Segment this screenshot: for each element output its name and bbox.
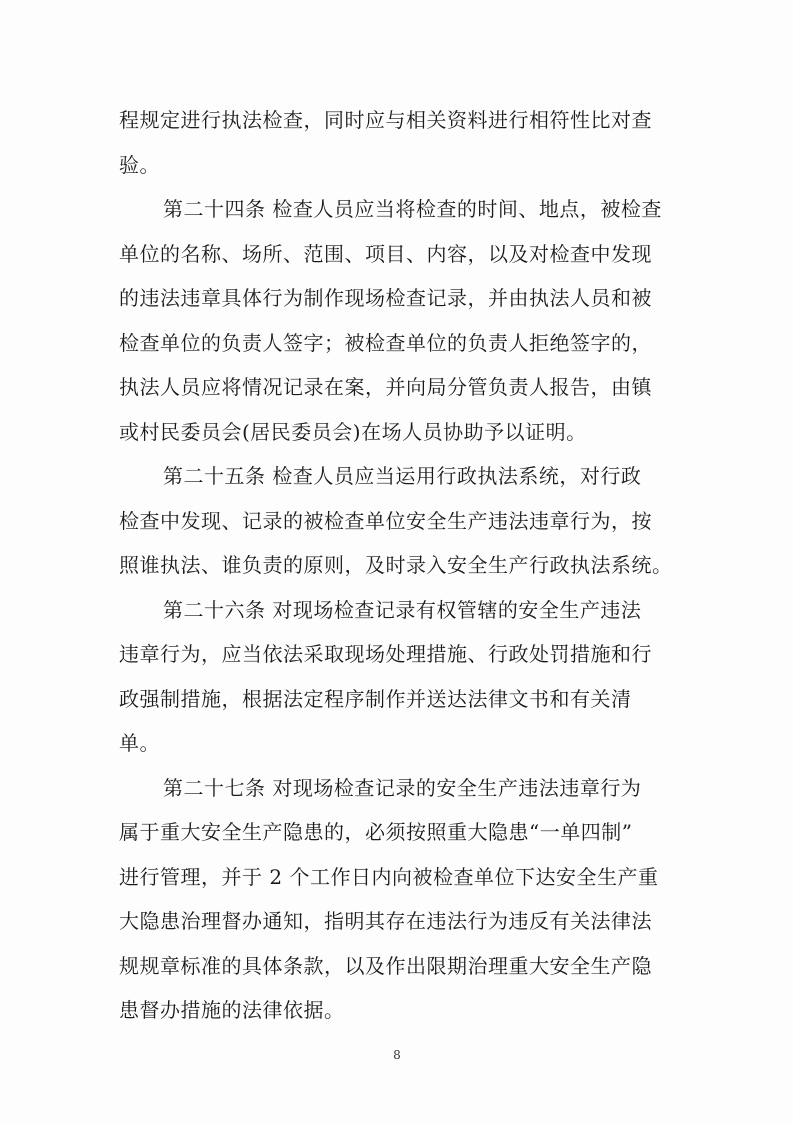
text-line: 单。 — [119, 731, 160, 755]
page-number: 8 — [393, 1048, 401, 1062]
text-line: 或村民委员会(居民委员会)在场人员协助予以证明。 — [119, 420, 587, 444]
text-line: 患督办措施的法律依据。 — [119, 998, 345, 1022]
text-line: 规规章标准的具体条款，以及作出限期治理重大安全生产隐 — [119, 954, 652, 978]
text-line: 政强制措施，根据法定程序制作并送达法律文书和有关清 — [119, 687, 632, 711]
text-line: 大隐患治理督办通知，指明其存在违法行为违反有关法律法 — [119, 909, 652, 933]
text-line: 属于重大安全生产隐患的，必须按照重大隐患“一单四制” — [119, 820, 633, 844]
article-24-start: 第二十四条 检查人员应当将检查的时间、地点，被检查 — [163, 197, 662, 221]
text-line: 照谁执法、谁负责的原则，及时录入安全生产行政执法系统。 — [119, 553, 673, 577]
text-line: 验。 — [119, 153, 160, 177]
text-line: 检查单位的负责人签字；被检查单位的负责人拒绝签字的， — [119, 331, 652, 355]
text-line: 单位的名称、场所、范围、项目、内容，以及对检查中发现 — [119, 242, 652, 266]
text-line: 进行管理，并于 2 个工作日内向被检查单位下达安全生产重 — [119, 865, 659, 889]
article-27-start: 第二十七条 对现场检查记录的安全生产违法违章行为 — [163, 776, 642, 800]
text-line: 执法人员应将情况记录在案，并向局分管负责人报告，由镇 — [119, 375, 652, 399]
article-25-start: 第二十五条 检查人员应当运用行政执法系统，对行政 — [163, 464, 642, 488]
text-line: 检查中发现、记录的被检查单位安全生产违法违章行为，按 — [119, 509, 652, 533]
article-26-start: 第二十六条 对现场检查记录有权管辖的安全生产违法 — [163, 598, 642, 622]
text-line: 的违法违章具体行为制作现场检查记录，并由执法人员和被 — [119, 286, 652, 310]
text-line: 程规定进行执法检查，同时应与相关资料进行相符性比对查 — [119, 108, 652, 132]
text-line: 违章行为，应当依法采取现场处理措施、行政处罚措施和行 — [119, 642, 652, 666]
